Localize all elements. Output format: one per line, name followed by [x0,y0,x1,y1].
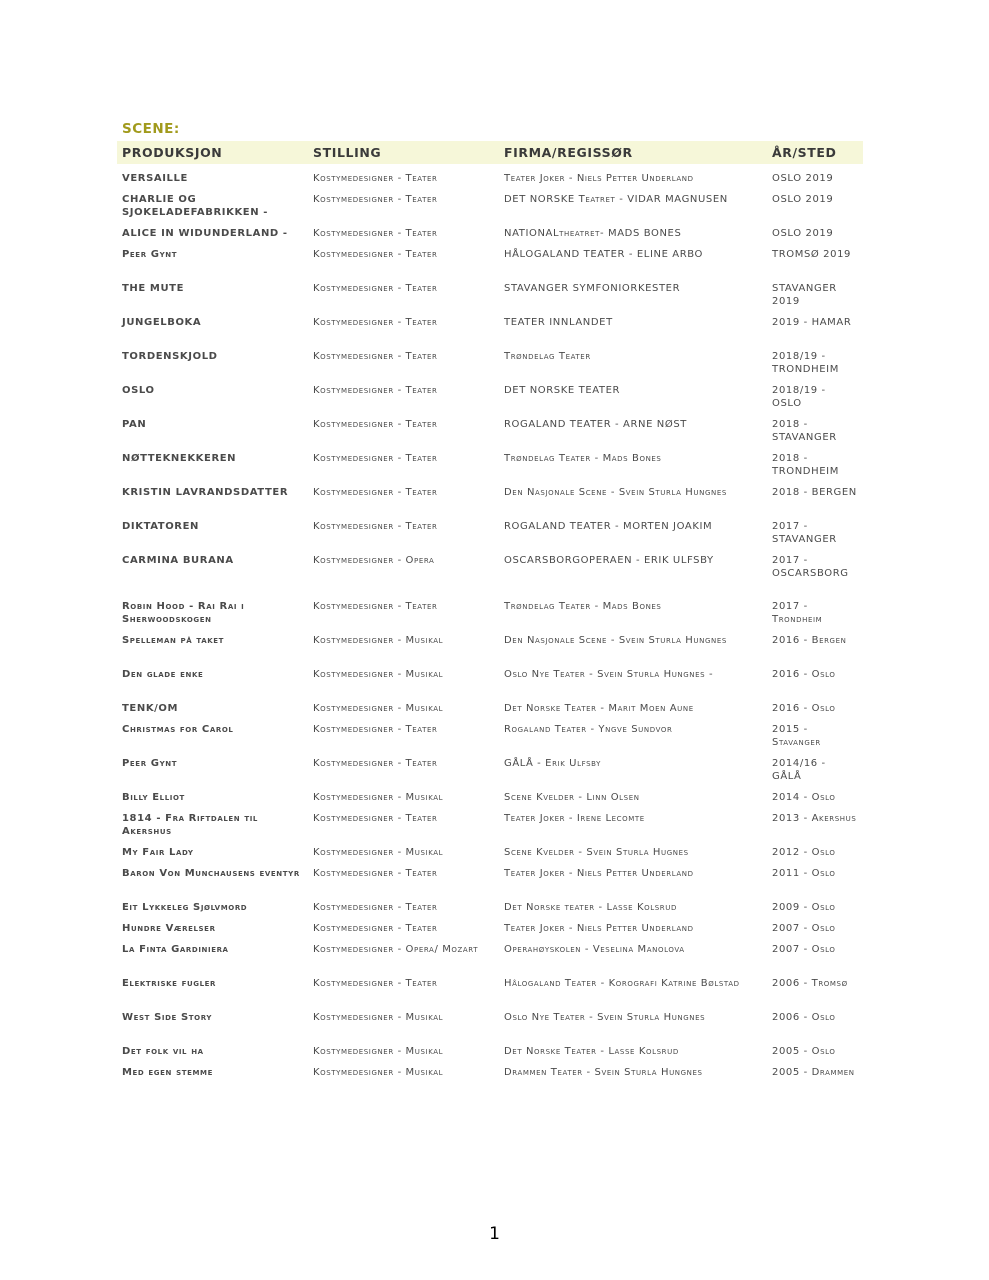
table-row [117,1064,863,1098]
cell-sted: 2007 - Oslo [772,923,836,934]
cell-stilling: Kostymedesigner - Musikal [313,703,444,714]
cell-sted: 2015 - Stavanger [772,724,821,748]
table-row [117,280,863,314]
cell-sted: 2017 - Trondheim [772,601,823,625]
cell-stilling: Kostymedesigner - Teater [313,419,438,430]
cell-sted: OSLO 2019 [772,194,834,205]
cell-stilling: Kostymedesigner - Musikal [313,1012,444,1023]
cell-firma: Drammen Teater - Svein Sturla Hungnes [504,1067,703,1078]
cell-produksjon: La Finta Gardiniera [122,944,229,955]
table-row [117,975,863,1009]
cell-produksjon: Den glade enke [122,669,204,680]
table-row [117,789,863,810]
cell-sted: 2018 - STAVANGER [772,419,837,443]
cell-stilling: Kostymedesigner - Teater [313,902,438,913]
cell-produksjon: PAN [122,419,147,430]
section-title: SCENE: [122,121,180,137]
table-row [117,484,863,518]
cell-sted: 2014/16 - GÅLÅ [772,758,826,782]
cell-sted: 2005 - Drammen [772,1067,855,1078]
cell-stilling: Kostymedesigner - Teater [313,228,438,239]
cell-sted: 2007 - Oslo [772,944,836,955]
cell-firma: Teater Joker - Niels Petter Underland [504,868,694,879]
cell-firma: OSCARSBORGOPERAEN - ERIK ULFSBY [504,555,714,566]
cell-produksjon: TENK/OM [122,703,179,714]
table-row [117,1009,863,1043]
cell-sted: 2016 - Oslo [772,669,836,680]
cell-produksjon: CARMINA BURANA [122,555,234,566]
table-row [117,552,863,598]
cell-sted: 2018 - BERGEN [772,487,857,498]
cell-produksjon: Baron Von Munchausens eventyr [122,868,300,879]
cell-stilling: Kostymedesigner - Teater [313,487,438,498]
cell-firma: Trøndelag Teater - Mads Bones [504,601,662,612]
cell-firma: Scene Kvelder - Linn Olsen [504,792,640,803]
cell-produksjon: Elektriske fugler [122,978,217,989]
cell-stilling: Kostymedesigner - Musikal [313,669,444,680]
cell-stilling: Kostymedesigner - Teater [313,194,438,205]
cell-stilling: Kostymedesigner - Teater [313,317,438,328]
cell-sted: 2011 - Oslo [772,868,836,879]
cell-firma: Scene Kvelder - Svein Sturla Hugnes [504,847,689,858]
cell-stilling: Kostymedesigner - Musikal [313,847,444,858]
cell-sted: 2017 - OSCARSBORG [772,555,849,579]
cell-stilling: Kostymedesigner - Musikal [313,792,444,803]
cell-sted: 2018 - TRONDHEIM [772,453,839,477]
cell-stilling: Kostymedesigner - Teater [313,385,438,396]
cell-produksjon: THE MUTE [122,283,185,294]
cell-firma: Teater Joker - Irene Lecomte [504,813,645,824]
production-table [117,141,863,1098]
cell-firma: Teater Joker - Niels Petter Underland [504,923,694,934]
cell-produksjon: Robin Hood - Rai Rai i Sherwoodskogen [122,601,245,625]
cell-firma: Teater Joker - Niels Petter Underland [504,173,694,184]
cell-sted: OSLO 2019 [772,173,834,184]
cell-firma: Trøndelag Teater [504,351,591,362]
cell-stilling: Kostymedesigner - Teater [313,173,438,184]
table-row [117,666,863,700]
cell-sted: STAVANGER 2019 [772,283,837,307]
cell-firma: ROGALAND TEATER - MORTEN JOAKIM [504,521,713,532]
cell-sted: TROMSØ 2019 [772,249,852,260]
cell-firma: Den Nasjonale Scene - Svein Sturla Hungnes [504,635,727,646]
table-row [117,700,863,721]
cell-firma: GÅLÅ - Erik Ulfsby [504,758,602,769]
cell-firma: NATIONALtheatret- MADS BONES [504,228,682,239]
cell-produksjon: 1814 - Fra Riftdalen til Akershus [122,813,258,837]
cell-stilling: Kostymedesigner - Teater [313,923,438,934]
cell-firma: Oslo Nye Teater - Svein Sturla Hungnes [504,1012,706,1023]
cell-firma: HÅLOGALAND TEATER - ELINE ARBO [504,249,704,260]
cell-sted: 2016 - Oslo [772,703,836,714]
cell-sted: OSLO 2019 [772,228,834,239]
cell-sted: 2018/19 - OSLO [772,385,826,409]
cell-stilling: Kostymedesigner - Musikal [313,1046,444,1057]
cell-stilling: Kostymedesigner - Teater [313,601,438,612]
cell-firma: STAVANGER SYMFONIORKESTER [504,283,681,294]
cell-produksjon: My Fair Lady [122,847,194,858]
cell-firma: Oslo Nye Teater - Svein Sturla Hungnes - [504,669,714,680]
cell-firma: DET NORSKE Teatret - VIDAR MAGNUSEN [504,194,728,205]
cell-produksjon: Hundre Værelser [122,923,216,934]
cell-sted: 2018/19 - TRONDHEIM [772,351,839,375]
header-stilling: STILLING [308,141,499,164]
cell-produksjon: OSLO [122,385,155,396]
header-produksjon: PRODUKSJON [117,141,308,164]
cell-stilling: Kostymedesigner - Teater [313,758,438,769]
table-row [117,314,863,348]
table-row [117,632,863,666]
cell-produksjon: KRISTIN LAVRANDSDATTER [122,487,289,498]
header-sted: ÅR/STED [767,141,863,164]
cell-produksjon: Billy Elliot [122,792,185,803]
cell-firma: Det Norske Teater - Marit Moen Aune [504,703,694,714]
table-row [117,225,863,246]
cell-stilling: Kostymedesigner - Teater [313,351,438,362]
cell-stilling: Kostymedesigner - Teater [313,868,438,879]
cell-stilling: Kostymedesigner - Teater [313,724,438,735]
cell-firma: TEATER INNLANDET [504,317,613,328]
cell-produksjon: Med egen stemme [122,1067,213,1078]
cell-sted: 2014 - Oslo [772,792,836,803]
cell-firma: Hålogaland Teater - Korografi Katrine Bølstad [504,978,740,989]
table-row [117,899,863,920]
cell-sted: 2006 - Oslo [772,1012,836,1023]
table-row [117,191,863,225]
cell-produksjon: CHARLIE OG SJOKELADEFABRIKKEN - [122,194,269,218]
cell-produksjon: Peer Gynt [122,249,178,260]
cell-firma: Den Nasjonale Scene - Svein Sturla Hungnes [504,487,727,498]
cell-stilling: Kostymedesigner - Teater [313,813,438,824]
table-row [117,865,863,899]
table-row [117,518,863,552]
table-body [117,164,863,1098]
cell-stilling: Kostymedesigner - Teater [313,453,438,464]
cell-produksjon: Peer Gynt [122,758,178,769]
table-row [117,1043,863,1064]
cell-firma: Rogaland Teater - Yngve Sundvor [504,724,673,735]
page-number: 1 [489,1224,500,1244]
cell-produksjon: ALICE IN WIDUNDERLAND - [122,228,288,239]
table-row [117,920,863,941]
cell-sted: 2013 - Akershus [772,813,857,824]
cell-sted: 2017 - STAVANGER [772,521,837,545]
cell-produksjon: Det folk vil ha [122,1046,204,1057]
cell-sted: 2012 - Oslo [772,847,836,858]
cell-stilling: Kostymedesigner - Musikal [313,1067,444,1078]
table-row [117,246,863,280]
cell-stilling: Kostymedesigner - Teater [313,521,438,532]
cell-firma: Det Norske teater - Lasse Kolsrud [504,902,677,913]
table-row [117,755,863,789]
cell-firma: ROGALAND TEATER - ARNE NØST [504,419,688,430]
cell-sted: 2005 - Oslo [772,1046,836,1057]
cell-produksjon: Eit Lykkeleg Sjølvmord [122,902,248,913]
cell-stilling: Kostymedesigner - Musikal [313,635,444,646]
cell-stilling: Kostymedesigner - Opera [313,555,435,566]
cell-sted: 2019 - HAMAR [772,317,852,328]
cell-firma: Trøndelag Teater - Mads Bones [504,453,662,464]
table-header-row [117,141,863,164]
table-row [117,721,863,755]
table-row [117,416,863,450]
table-row [117,450,863,484]
cell-stilling: Kostymedesigner - Teater [313,249,438,260]
cell-produksjon: Christmas for Carol [122,724,234,735]
cell-sted: 2006 - Tromsø [772,978,848,989]
table-row [117,844,863,865]
cell-firma: Det Norske Teater - Lasse Kolsrud [504,1046,679,1057]
cell-sted: 2009 - Oslo [772,902,836,913]
table-row [117,941,863,975]
table-row [117,598,863,632]
cell-produksjon: TORDENSKJOLD [122,351,218,362]
cell-produksjon: JUNGELBOKA [122,317,202,328]
cell-stilling: Kostymedesigner - Teater [313,978,438,989]
cell-produksjon: VERSAILLE [122,173,188,184]
table-row [117,164,863,191]
table-row [117,348,863,382]
cell-produksjon: NØTTEKNEKKEREN [122,453,237,464]
table-row [117,382,863,416]
cell-produksjon: Spelleman på taket [122,635,224,646]
header-firma: FIRMA/REGISSØR [499,141,767,164]
cell-stilling: Kostymedesigner - Teater [313,283,438,294]
table-row [117,810,863,844]
cell-firma: DET NORSKE TEATER [504,385,621,396]
cell-firma: Operahøyskolen - Veselina Manolova [504,944,685,955]
cell-stilling: Kostymedesigner - Opera/ Mozart [313,944,479,955]
cell-produksjon: DIKTATOREN [122,521,200,532]
cell-sted: 2016 - Bergen [772,635,847,646]
cell-produksjon: West Side Story [122,1012,212,1023]
